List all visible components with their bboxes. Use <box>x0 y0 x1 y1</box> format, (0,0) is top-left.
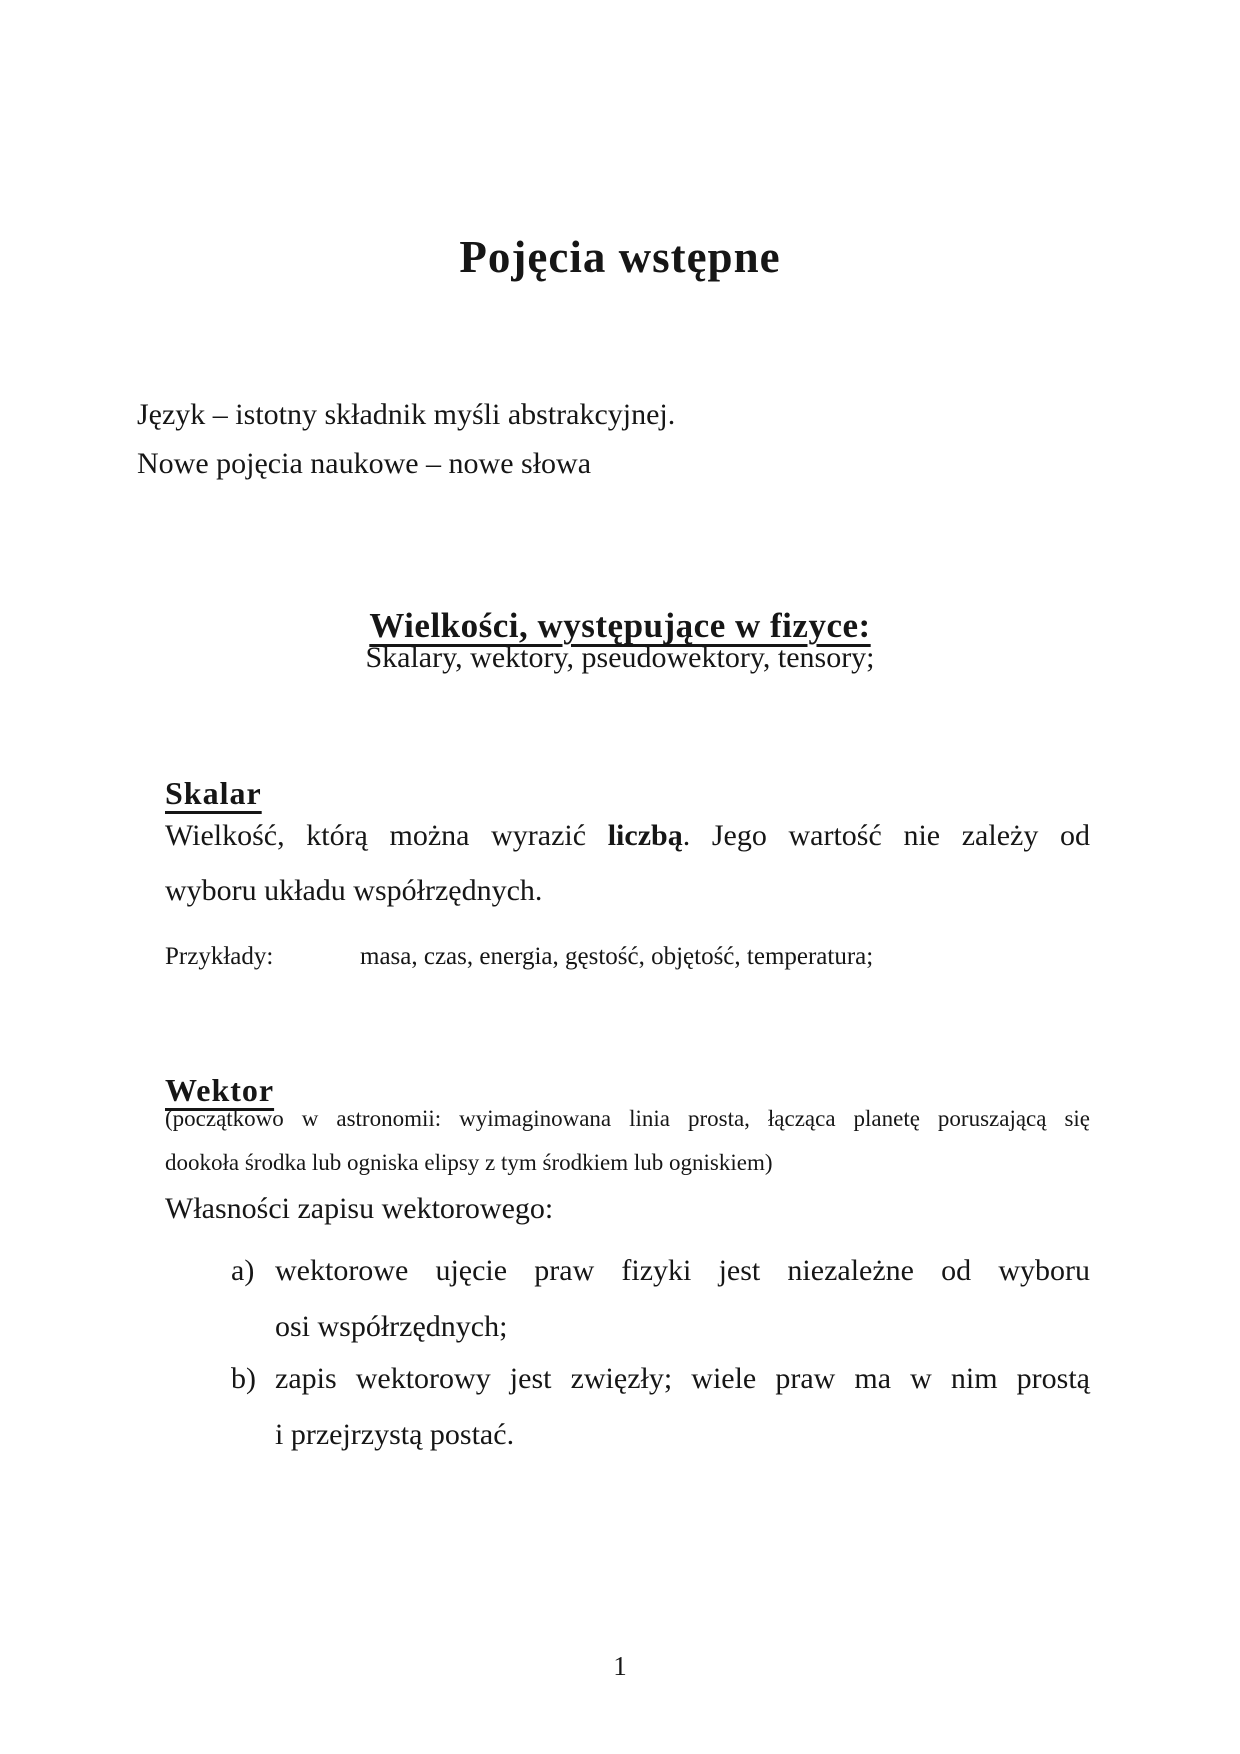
list-marker-a: a) <box>231 1254 255 1287</box>
item-b-line-1: zapis wektorowy jest zwięzły; wiele praw ma w nim prostą <box>275 1362 1090 1395</box>
wektor-etymology-note <box>165 1097 1090 1185</box>
page-number: 1 <box>613 1651 627 1681</box>
skalar-definition-line-2: wyboru układu współrzędnych. <box>165 874 543 907</box>
section-heading-skalar <box>165 774 262 812</box>
wektor-heading-text: Wektor <box>165 1072 275 1108</box>
quantities-heading-text: Wielkości, występujące w fizyce: <box>369 606 871 646</box>
skalar-heading-text: Skalar <box>165 775 262 811</box>
skalar-definition-line-1 <box>165 808 1090 863</box>
list-marker-b: b) <box>231 1362 256 1395</box>
note-line-1: (początkowo w astronomii: wyimaginowana linia prosta, łącząca planetę poruszającą się <box>165 1106 1090 1131</box>
quantities-subline: Skalary, wektory, pseudowektory, tensory; <box>365 641 875 674</box>
definition-bold-term: liczbą <box>607 819 683 852</box>
document-title: Pojęcia wstępne <box>459 232 781 283</box>
properties-heading: Własności zapisu wektorowego: <box>165 1192 554 1225</box>
examples-label: Przykłady: <box>165 943 274 970</box>
examples-list: masa, czas, energia, gęstość, objętość, temperatura; <box>360 943 874 970</box>
item-a-line-1: wektorowe ujęcie praw fizyki jest niezależne od wyboru <box>275 1254 1090 1287</box>
note-line-2: dookoła środka lub ogniska elipsy z tym środkiem lub ogniskiem) <box>165 1150 773 1175</box>
item-a-line-2: osi współrzędnych; <box>275 1310 508 1343</box>
intro-line-2: Nowe pojęcia naukowe – nowe słowa <box>137 447 592 480</box>
item-b-line-2: i przejrzystą postać. <box>275 1418 515 1451</box>
intro-line-1: Język – istotny składnik myśli abstrakcyjnej. <box>137 398 676 431</box>
intro-paragraph <box>137 390 1090 488</box>
definition-prefix: Wielkość, którą można wyrazić <box>165 819 608 852</box>
skalar-definition <box>165 808 1090 918</box>
list-item-a <box>231 1243 1090 1355</box>
examples-line <box>165 941 1090 974</box>
list-item-b <box>231 1351 1090 1463</box>
definition-suffix: . Jego wartość nie zależy od <box>682 819 1090 852</box>
